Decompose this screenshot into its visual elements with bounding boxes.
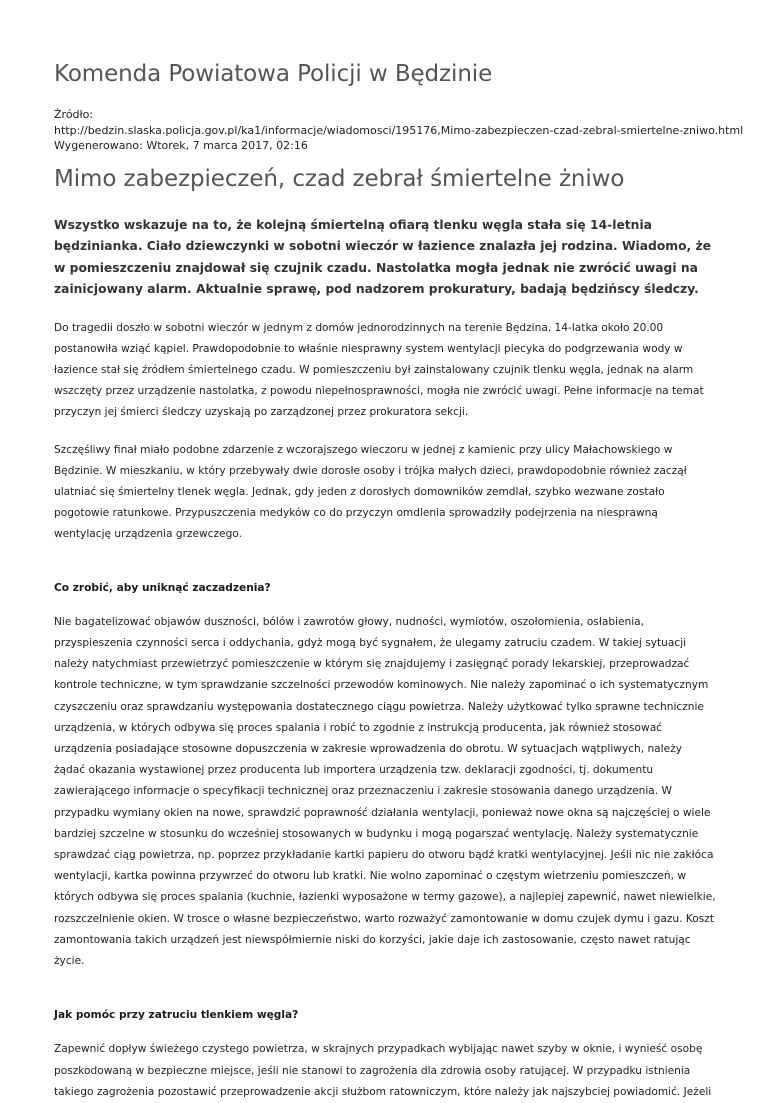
source-label: Źródło: [54,108,94,121]
site-title: Komenda Powiatowa Policji w Będzinie [54,61,493,87]
section-heading-prevention: Co zrobić, aby uniknąć zaczadzenia? [54,581,271,594]
document-meta [54,107,744,154]
article-lead: Wszystko wskazuje na to, że kolejną śmiertelną ofiarą tlenku węgla stała się 14-letnia będzinianka. Ciało dziewczynki w sobotni wieczór w łazience znalazła jej rodzina. Wiadomo, że w pomieszczeniu znajdował się czujnik czadu. Nastolatka mogła jednak nie zwrócić uwagi na zainicjowany alarm. Aktualnie sprawę, pod nadzorem prokuratury, badają będzińscy śledczy. [54,217,711,296]
generated-timestamp: Wygenerowano: Wtorek, 7 marca 2017, 02:16 [54,139,308,152]
article-paragraph-4: Zapewnić dopływ świeżego czystego powietrza, w skrajnych przypadkach wybijając nawet szyby w oknie, i wynieść osobę poszkodowaną w bezpieczne miejsce, jeśli nie stanowi to zagrożenia dla zdrowia osoby ratującej. W przypadku istnienia takiego zagrożenia pozostawić przeprowadzenie akcji służbom ratowniczym, które należy jak najszybciej powiadomić. Jeżeli [54,1043,712,1098]
article-title: Mimo zabezpieczeń, czad zebrał śmiertelne żniwo [54,165,625,192]
article-paragraph-1: Do tragedii doszło w sobotni wieczór w jednym z domów jednorodzinnych na terenie Będzina. 14-latka około 20.00 postanowiła wziąć kąpiel. Prawdopodobnie to właśnie niesprawny system wentylacji piecyka do podgrzewania wody w łazience stał się źródłem śmiertelnego czadu. W pomieszczeniu był zainstalowany czujnik tlenku węgla, jednak na alarm wszczęty przez urządzenie nastolatka, z powodu niepełnosprawności, mogła nie zwrócić uwagi. Pełne informacje na temat przyczyn jej śmierci śledczy uzyskają po zarządzonej przez prokuratora sekcji. [54,321,704,419]
article-paragraph-3: Nie bagatelizować objawów duszności, bólów i zawrotów głowy, nudności, wymiotów, oszołomienia, osłabienia, przyspieszenia czynności serca i oddychania, gdyż mogą być sygnałem, że ulegamy zatruciu czadem. W takiej sytuacji należy natychmiast przewietrzyć pomieszczenie w którym się znajdujemy i zasięgnąć porady lekarskiej, przeprowadzać kontrole techniczne, w tym sprawdzanie szczelności przewodów kominowych. Nie należy zapominać o ich systematycznym czyszczeniu oraz sprawdzaniu występowania dostatecznego ciągu powietrza. Należy użytkować tylko sprawne technicznie urządzenia, w których odbywa się proces spalania i robić to zgodnie z instrukcją producenta, jak również stosować urządzenia posiadające stosowne dopuszczenia w zakresie wprowadzenia do obrotu. W sytuacjach wątpliwych, należy żądać okazania wystawionej przez producenta lub importera urządzenia tzw. deklaracji zgodności, tj. dokumentu zawierającego informacje o specyfikacji technicznej oraz przeznaczeniu i zakresie stosowania danego urządzenia. W przypadku wymiany okien na nowe, sprawdzić poprawność działania wentylacji, ponieważ nowe okna są najczęściej o wiele bardziej szczelne w stosunku do wcześniej stosowanych w budynku i mogą pogarszać wentylację. Należy systematycznie sprawdzać ciąg powietrza, np. poprzez przykładanie kartki papieru do otworu bądź kratki wentylacyjnej. Jeśli nic nie zakłóca wentylacji, kartka powinna przywrzeć do otworu lub kratki. Nie wolno zapominać o częstym wietrzeniu pomieszczeń, w których odbywa się proces spalania (kuchnie, łazienki wyposażone w termy gazowe), a najlepiej zapewnić, nawet niewielkie, rozszczelnienie okien. W trosce o własne bezpieczeństwo, warto rozważyć zamontowanie w domu czujek dymu i gazu. Koszt zamontowania takich urządzeń jest niewspółmiernie niski do korzyści, jakie daje ich zastosowanie, często nawet ratując życie. [54,615,716,967]
article-paragraph-2: Szczęśliwy finał miało podobne zdarzenie z wczorajszego wieczoru w jednej z kamienic przy ulicy Małachowskiego w Będzinie. W mieszkaniu, w który przebywały dwie dorosłe osoby i trójka małych dzieci, prawdopodobnie również zaczął ulatniać się śmiertelny tlenek węgla. Jednak, gdy jeden z dorosłych domowników zemdlał, szybko wezwane zostało pogotowie ratunkowe. Przypuszczenia medyków co do przyczyn omdlenia sprowadziły podejrzenia na niesprawną wentylację urządzenia grzewczego. [54,443,687,541]
section-heading-first-aid: Jak pomóc przy zatruciu tlenkiem węgla? [54,1009,299,1022]
source-url: http://bedzin.slaska.policja.gov.pl/ka1/informacje/wiadomosci/195176,Mimo-zabezpieczen-czad-zebral-smiertelne-zniwo.html [54,123,744,137]
